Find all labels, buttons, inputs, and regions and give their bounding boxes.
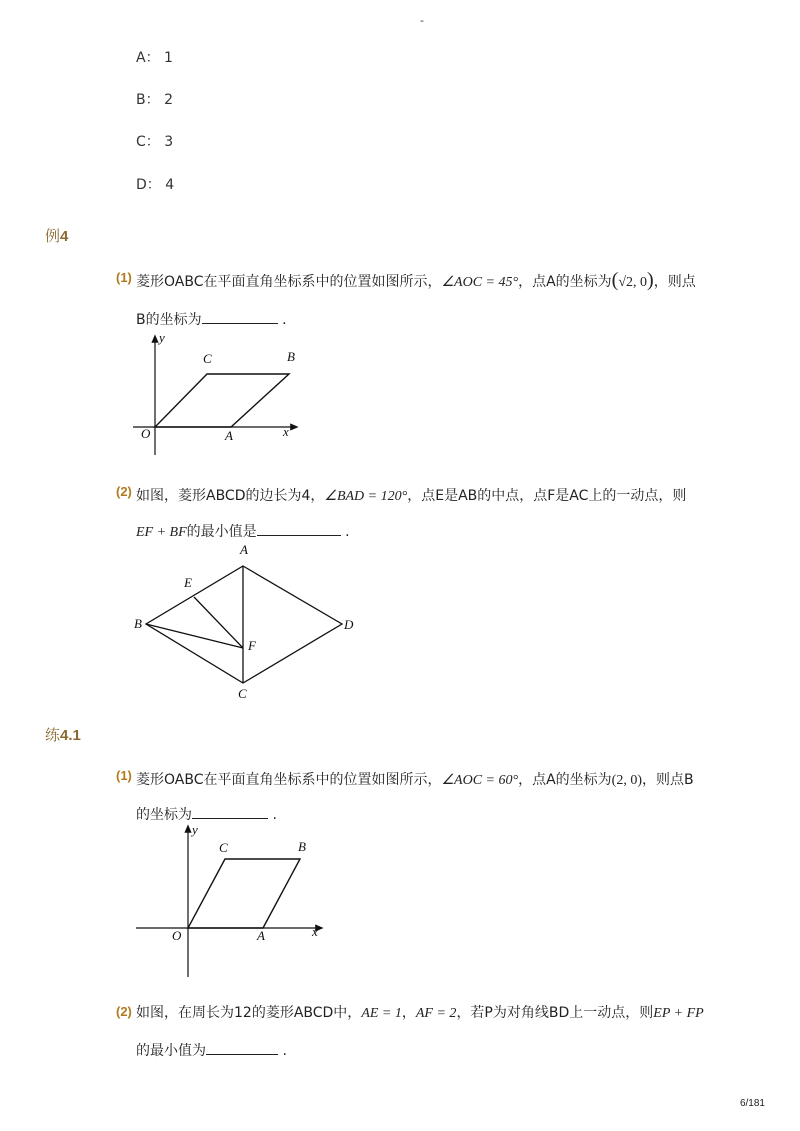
paren-left: (	[611, 269, 619, 291]
question-text-line2	[136, 308, 287, 330]
question-number: (2)	[116, 484, 132, 499]
practice-4-1-heading	[45, 724, 81, 745]
math-ae: AE = 1	[361, 1006, 402, 1021]
text-segment: ，点A的坐标为	[518, 772, 612, 788]
question-text	[136, 486, 686, 507]
label-d: D	[344, 617, 354, 632]
top-mark: -	[420, 14, 424, 27]
math-expression: EP + FP	[653, 1006, 704, 1021]
text-segment: B的坐标为	[136, 312, 202, 328]
segment-ef	[194, 597, 243, 648]
math-angle: ∠AOC = 45°	[441, 275, 519, 290]
option-label: C	[136, 134, 146, 150]
text-segment: 如图，在周长为12的菱形ABCD中，	[136, 1005, 362, 1021]
label-c: C	[238, 686, 247, 701]
text-segment: ，则点	[653, 274, 696, 290]
text-segment: ，	[401, 1005, 416, 1021]
answer-blank[interactable]	[202, 308, 278, 324]
option-a[interactable]: A： 1	[136, 50, 173, 66]
label-c: C	[203, 351, 212, 366]
label-x: x	[283, 424, 289, 439]
option-c[interactable]: C： 3	[136, 134, 174, 150]
text-segment: ，则点B	[642, 772, 694, 788]
figure-rhombus-abcd	[128, 540, 358, 702]
label-y: y	[192, 822, 198, 837]
section-number: 4	[60, 228, 69, 245]
text-segment: .	[272, 807, 277, 823]
option-value: 4	[165, 177, 175, 193]
math-coord: (2, 0)	[611, 773, 642, 788]
math-sqrt: √2	[618, 275, 634, 290]
option-label: D	[136, 177, 147, 193]
text-segment: ，点A的坐标为	[518, 274, 612, 290]
text-segment: 菱形OABC在平面直角坐标系中的位置如图所示，	[136, 274, 442, 290]
rhombus-oabc	[155, 374, 289, 427]
option-value: 1	[164, 50, 173, 66]
figure-rhombus-60	[130, 822, 330, 982]
label-b: B	[134, 616, 142, 631]
answer-blank[interactable]	[192, 803, 268, 819]
text-segment: 的坐标为	[136, 807, 192, 823]
label-a: A	[225, 428, 233, 443]
label-a: A	[257, 928, 265, 943]
option-value: 2	[164, 92, 173, 108]
math-coord: , 0	[633, 275, 648, 290]
math-expression: EF + BF	[136, 525, 187, 540]
label-c: C	[219, 840, 228, 855]
rhombus-oabc	[188, 859, 300, 928]
math-af: AF = 2	[415, 1006, 457, 1021]
option-label: A	[136, 50, 146, 66]
label-f: F	[248, 638, 256, 653]
text-segment: 的最小值为	[136, 1043, 206, 1059]
text-segment: .	[282, 312, 287, 328]
example-4-heading	[45, 225, 68, 246]
text-segment: 的最小值是	[186, 524, 257, 540]
section-prefix: 练	[45, 726, 61, 744]
question-number: (2)	[116, 1004, 132, 1019]
text-segment: .	[282, 1043, 287, 1059]
math-angle: ∠AOC = 60°	[441, 773, 519, 788]
question-text	[136, 770, 694, 791]
question-number: (1)	[116, 768, 132, 783]
label-b: B	[298, 839, 306, 854]
paren-right: )	[647, 269, 654, 291]
text-segment: ，点E是AB的中点，点F是AC上的一动点，则	[407, 488, 687, 504]
label-x: x	[312, 924, 318, 939]
answer-blank[interactable]	[257, 520, 341, 536]
rhombus-abcd	[146, 566, 342, 683]
label-o: O	[141, 426, 151, 441]
label-a: A	[240, 542, 248, 557]
label-b: B	[287, 349, 295, 364]
option-value: 3	[164, 134, 174, 150]
page-number: 6/181	[739, 1098, 765, 1109]
option-label: B	[136, 92, 146, 108]
figure-rhombus-45	[125, 330, 305, 460]
question-text-line2	[136, 1039, 287, 1061]
math-angle: ∠BAD = 120°	[324, 489, 408, 504]
segment-bf	[146, 624, 243, 648]
text-segment: 如图，菱形ABCD的边长为4，	[136, 488, 325, 504]
question-text	[136, 270, 696, 293]
label-o: O	[172, 928, 182, 943]
label-y: y	[159, 330, 165, 345]
section-number: 4.1	[60, 727, 81, 744]
text-segment: ，若P为对角线BD上一动点，则	[456, 1005, 654, 1021]
question-number: (1)	[116, 270, 132, 285]
section-prefix: 例	[45, 227, 61, 245]
option-d[interactable]: D： 4	[136, 177, 175, 193]
option-b[interactable]: B： 2	[136, 92, 173, 108]
question-text	[136, 1003, 704, 1024]
text-segment: .	[345, 524, 350, 540]
label-e: E	[184, 575, 192, 590]
text-segment: 菱形OABC在平面直角坐标系中的位置如图所示，	[136, 772, 442, 788]
answer-blank[interactable]	[206, 1039, 278, 1055]
